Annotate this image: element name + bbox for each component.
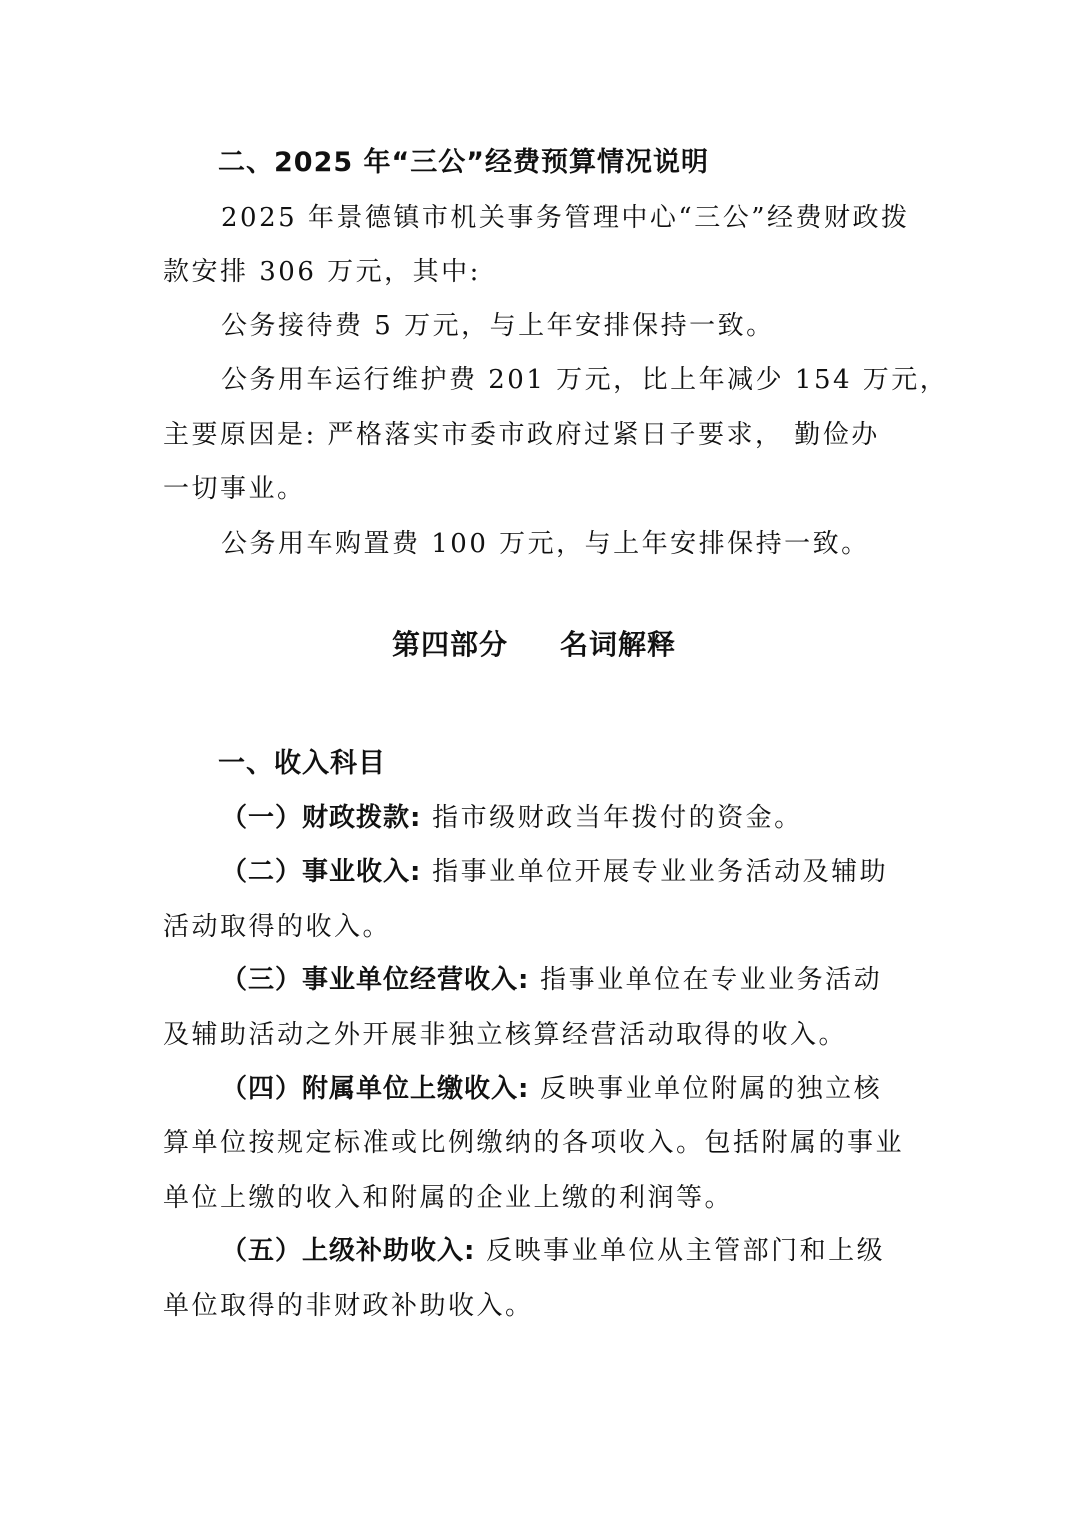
income-item-text: 单位取得的非财政补助收入。 bbox=[163, 1291, 534, 1321]
income-item-label: （四）附属单位上缴收入: bbox=[221, 1074, 530, 1104]
part-title-name: 名词解释 bbox=[560, 628, 677, 661]
income-item-text: 指事业单位开展专业业务活动及辅助 bbox=[432, 857, 889, 887]
paragraph-line: 公务用车运行维护费 201 万元，比上年减少 154 万元， bbox=[221, 365, 949, 395]
income-item-label: （二）事业收入: bbox=[221, 857, 422, 887]
paragraph-reception: 公务接待费 5 万元，与上年安排保持一致。 bbox=[221, 311, 775, 341]
income-item-3 bbox=[221, 963, 882, 997]
paragraph-vehicle-purchase: 公务用车购置费 100 万元，与上年安排保持一致。 bbox=[221, 529, 870, 559]
income-item-text: 反映事业单位附属的独立核 bbox=[540, 1074, 883, 1104]
income-item-label: （五）上级补助收入: bbox=[221, 1236, 476, 1266]
income-item-text: 及辅助活动之外开展非独立核算经营活动取得的收入。 bbox=[163, 1020, 848, 1050]
paragraph-line: 2025 年景德镇市机关事务管理中心“三公”经费财政拨 bbox=[221, 203, 910, 233]
income-heading: 一、收入科目 bbox=[218, 748, 386, 779]
income-item-4 bbox=[221, 1072, 882, 1106]
paragraph-line: 一切事业。 bbox=[163, 474, 306, 504]
income-item-label: （三）事业单位经营收入: bbox=[221, 965, 530, 995]
paragraph-line: 主要原因是: 严格落实市委市政府过紧日子要求， 勤俭办 bbox=[163, 420, 880, 450]
income-item-text: 指事业单位在专业业务活动 bbox=[540, 965, 883, 995]
income-item-text: 活动取得的收入。 bbox=[163, 912, 392, 942]
part-title-number: 第四部分 bbox=[392, 628, 509, 661]
income-item-text: 反映事业单位从主管部门和上级 bbox=[486, 1236, 886, 1266]
income-item-text: 算单位按规定标准或比例缴纳的各项收入。包括附属的事业 bbox=[163, 1128, 905, 1158]
income-item-2 bbox=[221, 855, 888, 889]
paragraph-line: 款安排 306 万元，其中: bbox=[163, 257, 481, 287]
income-item-1 bbox=[221, 801, 803, 835]
income-item-text: 单位上缴的收入和附属的企业上缴的利润等。 bbox=[163, 1183, 734, 1213]
income-item-5 bbox=[221, 1234, 885, 1268]
income-item-label: （一）财政拨款: bbox=[221, 803, 422, 833]
part-title bbox=[392, 628, 676, 662]
income-item-text: 指市级财政当年拨付的资金。 bbox=[432, 803, 803, 833]
section-heading-sanggong: 二、2025 年“三公”经费预算情况说明 bbox=[218, 147, 710, 178]
